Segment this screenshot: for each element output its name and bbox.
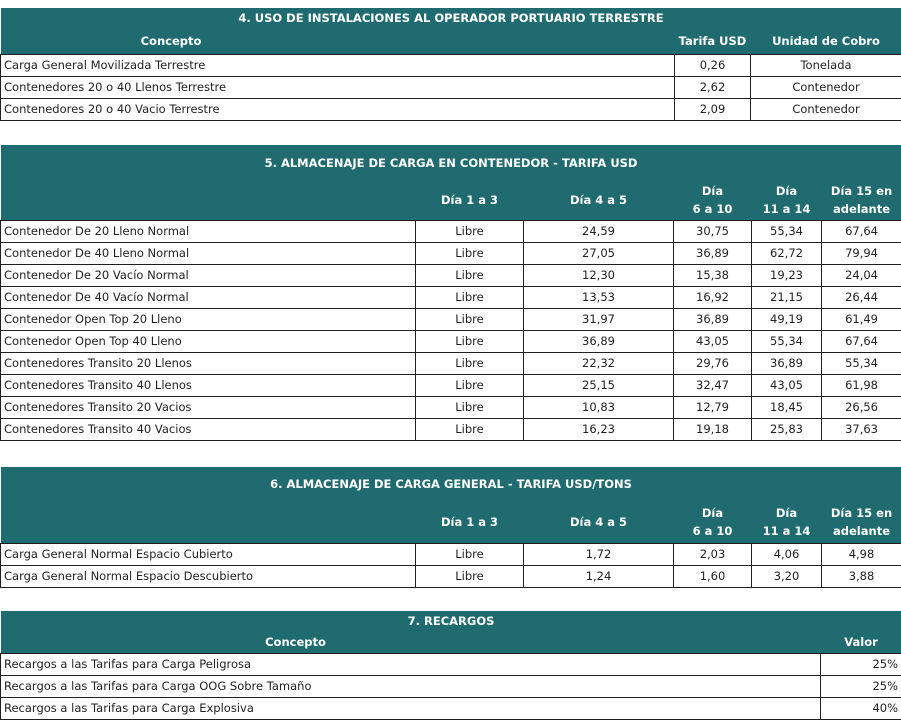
row-concept: Carga General Movilizada Terrestre [1,54,675,76]
table-row [1,308,901,330]
header-unidad: Unidad de Cobro [751,28,901,54]
header-dia-4-5: Día 4 a 5 [524,180,674,220]
section-4-title-row [1,8,901,28]
table-row [1,543,901,565]
section-6-header-row [1,501,901,543]
cell-d4: 12,30 [524,264,674,286]
cell-d6: 12,79 [674,396,752,418]
cell-d1: Libre [416,352,524,374]
section-5-title-row [1,145,901,180]
header-dia-11-14: Día 11 a 14 [752,180,822,220]
cell-d15: 37,63 [822,418,901,440]
cell-d4: 27,05 [524,242,674,264]
row-concept: Contenedor De 40 Vacío Normal [1,286,416,308]
table-row [1,76,901,98]
row-unidad: Tonelada [751,54,901,76]
cell-d6: 1,60 [674,565,752,587]
cell-d4: 31,97 [524,308,674,330]
row-concept: Recargos a las Tarifas para Carga Peligrosa [1,653,821,675]
cell-d15: 26,44 [822,286,901,308]
row-concept: Contenedores 20 o 40 Vacio Terrestre [1,98,675,120]
cell-d15: 67,64 [822,330,901,352]
table-row [1,220,901,242]
cell-d11: 55,34 [752,330,822,352]
table-row [1,98,901,120]
cell-d15: 4,98 [822,543,901,565]
header-blank [1,180,416,220]
row-concept: Contenedor De 20 Lleno Normal [1,220,416,242]
cell-d4: 24,59 [524,220,674,242]
cell-d4: 25,15 [524,374,674,396]
section-5-header-row [1,180,901,220]
cell-d1: Libre [416,286,524,308]
cell-d6: 43,05 [674,330,752,352]
header-blank [1,501,416,543]
row-concept: Recargos a las Tarifas para Carga OOG Sobre Tamaño [1,675,821,697]
section-6-table [0,467,901,588]
table-row [1,418,901,440]
row-concept: Recargos a las Tarifas para Carga Explosiva [1,697,821,719]
cell-d1: Libre [416,308,524,330]
table-row [1,697,901,719]
cell-d1: Libre [416,330,524,352]
header-dia-4-5: Día 4 a 5 [524,501,674,543]
cell-d6: 36,89 [674,242,752,264]
row-tarifa: 0,26 [675,54,751,76]
cell-d15: 3,88 [822,565,901,587]
table-row [1,54,901,76]
cell-d15: 79,94 [822,242,901,264]
cell-d11: 36,89 [752,352,822,374]
row-valor: 25% [821,653,901,675]
row-concept: Contenedor De 40 Lleno Normal [1,242,416,264]
cell-d6: 30,75 [674,220,752,242]
section-4-table [0,8,901,121]
section-4-header-row [1,28,901,54]
header-dia-11-14: Día 11 a 14 [752,501,822,543]
row-tarifa: 2,62 [675,76,751,98]
table-row [1,396,901,418]
section-7-title-row [1,611,901,631]
row-concept: Contenedores Transito 40 Vacios [1,418,416,440]
cell-d4: 10,83 [524,396,674,418]
cell-d1: Libre [416,374,524,396]
table-row [1,565,901,587]
header-dia-1-3: Día 1 a 3 [416,501,524,543]
header-concepto: Concepto [1,28,675,54]
table-row [1,675,901,697]
header-dia-6-10: Día 6 a 10 [674,180,752,220]
cell-d4: 1,72 [524,543,674,565]
header-dia-15: Día 15 en adelante [822,501,901,543]
cell-d4: 36,89 [524,330,674,352]
table-row [1,264,901,286]
cell-d1: Libre [416,264,524,286]
cell-d11: 49,19 [752,308,822,330]
row-concept: Carga General Normal Espacio Cubierto [1,543,416,565]
section-7-header-row [1,631,901,653]
cell-d6: 2,03 [674,543,752,565]
section-6-title-row [1,467,901,501]
cell-d11: 43,05 [752,374,822,396]
cell-d1: Libre [416,220,524,242]
table-row [1,286,901,308]
header-concepto: Concepto [1,631,821,653]
cell-d15: 67,64 [822,220,901,242]
cell-d15: 24,04 [822,264,901,286]
section-4-title: 4. USO DE INSTALACIONES AL OPERADOR PORTUARIO TERRESTRE [1,8,901,28]
table-row [1,352,901,374]
row-concept: Carga General Normal Espacio Descubierto [1,565,416,587]
row-unidad: Contenedor [751,98,901,120]
row-concept: Contenedor Open Top 40 Lleno [1,330,416,352]
row-concept: Contenedores Transito 40 Llenos [1,374,416,396]
table-row [1,374,901,396]
cell-d15: 26,56 [822,396,901,418]
section-6-title: 6. ALMACENAJE DE CARGA GENERAL - TARIFA USD/TONS [1,467,901,501]
header-valor: Valor [821,631,901,653]
cell-d6: 15,38 [674,264,752,286]
cell-d11: 18,45 [752,396,822,418]
section-7-title: 7. RECARGOS [1,611,901,631]
cell-d4: 1,24 [524,565,674,587]
cell-d6: 29,76 [674,352,752,374]
section-7-table [0,611,901,720]
cell-d11: 19,23 [752,264,822,286]
cell-d1: Libre [416,543,524,565]
header-dia-1-3: Día 1 a 3 [416,180,524,220]
cell-d15: 55,34 [822,352,901,374]
row-concept: Contenedores 20 o 40 Llenos Terrestre [1,76,675,98]
row-concept: Contenedores Transito 20 Llenos [1,352,416,374]
cell-d11: 4,06 [752,543,822,565]
cell-d4: 16,23 [524,418,674,440]
header-tarifa: Tarifa USD [675,28,751,54]
cell-d1: Libre [416,565,524,587]
row-valor: 25% [821,675,901,697]
cell-d6: 36,89 [674,308,752,330]
row-concept: Contenedor De 20 Vacío Normal [1,264,416,286]
cell-d6: 32,47 [674,374,752,396]
cell-d1: Libre [416,242,524,264]
cell-d1: Libre [416,396,524,418]
cell-d4: 13,53 [524,286,674,308]
section-5-table [0,145,901,441]
cell-d11: 3,20 [752,565,822,587]
cell-d6: 19,18 [674,418,752,440]
cell-d11: 21,15 [752,286,822,308]
header-dia-15: Día 15 en adelante [822,180,901,220]
table-row [1,653,901,675]
table-row [1,330,901,352]
row-unidad: Contenedor [751,76,901,98]
cell-d11: 55,34 [752,220,822,242]
row-valor: 40% [821,697,901,719]
cell-d11: 62,72 [752,242,822,264]
table-row [1,242,901,264]
row-tarifa: 2,09 [675,98,751,120]
row-concept: Contenedor Open Top 20 Lleno [1,308,416,330]
cell-d11: 25,83 [752,418,822,440]
section-5-title: 5. ALMACENAJE DE CARGA EN CONTENEDOR - TARIFA USD [1,145,901,180]
cell-d1: Libre [416,418,524,440]
cell-d15: 61,49 [822,308,901,330]
cell-d4: 22,32 [524,352,674,374]
header-dia-6-10: Día 6 a 10 [674,501,752,543]
row-concept: Contenedores Transito 20 Vacios [1,396,416,418]
cell-d15: 61,98 [822,374,901,396]
cell-d6: 16,92 [674,286,752,308]
